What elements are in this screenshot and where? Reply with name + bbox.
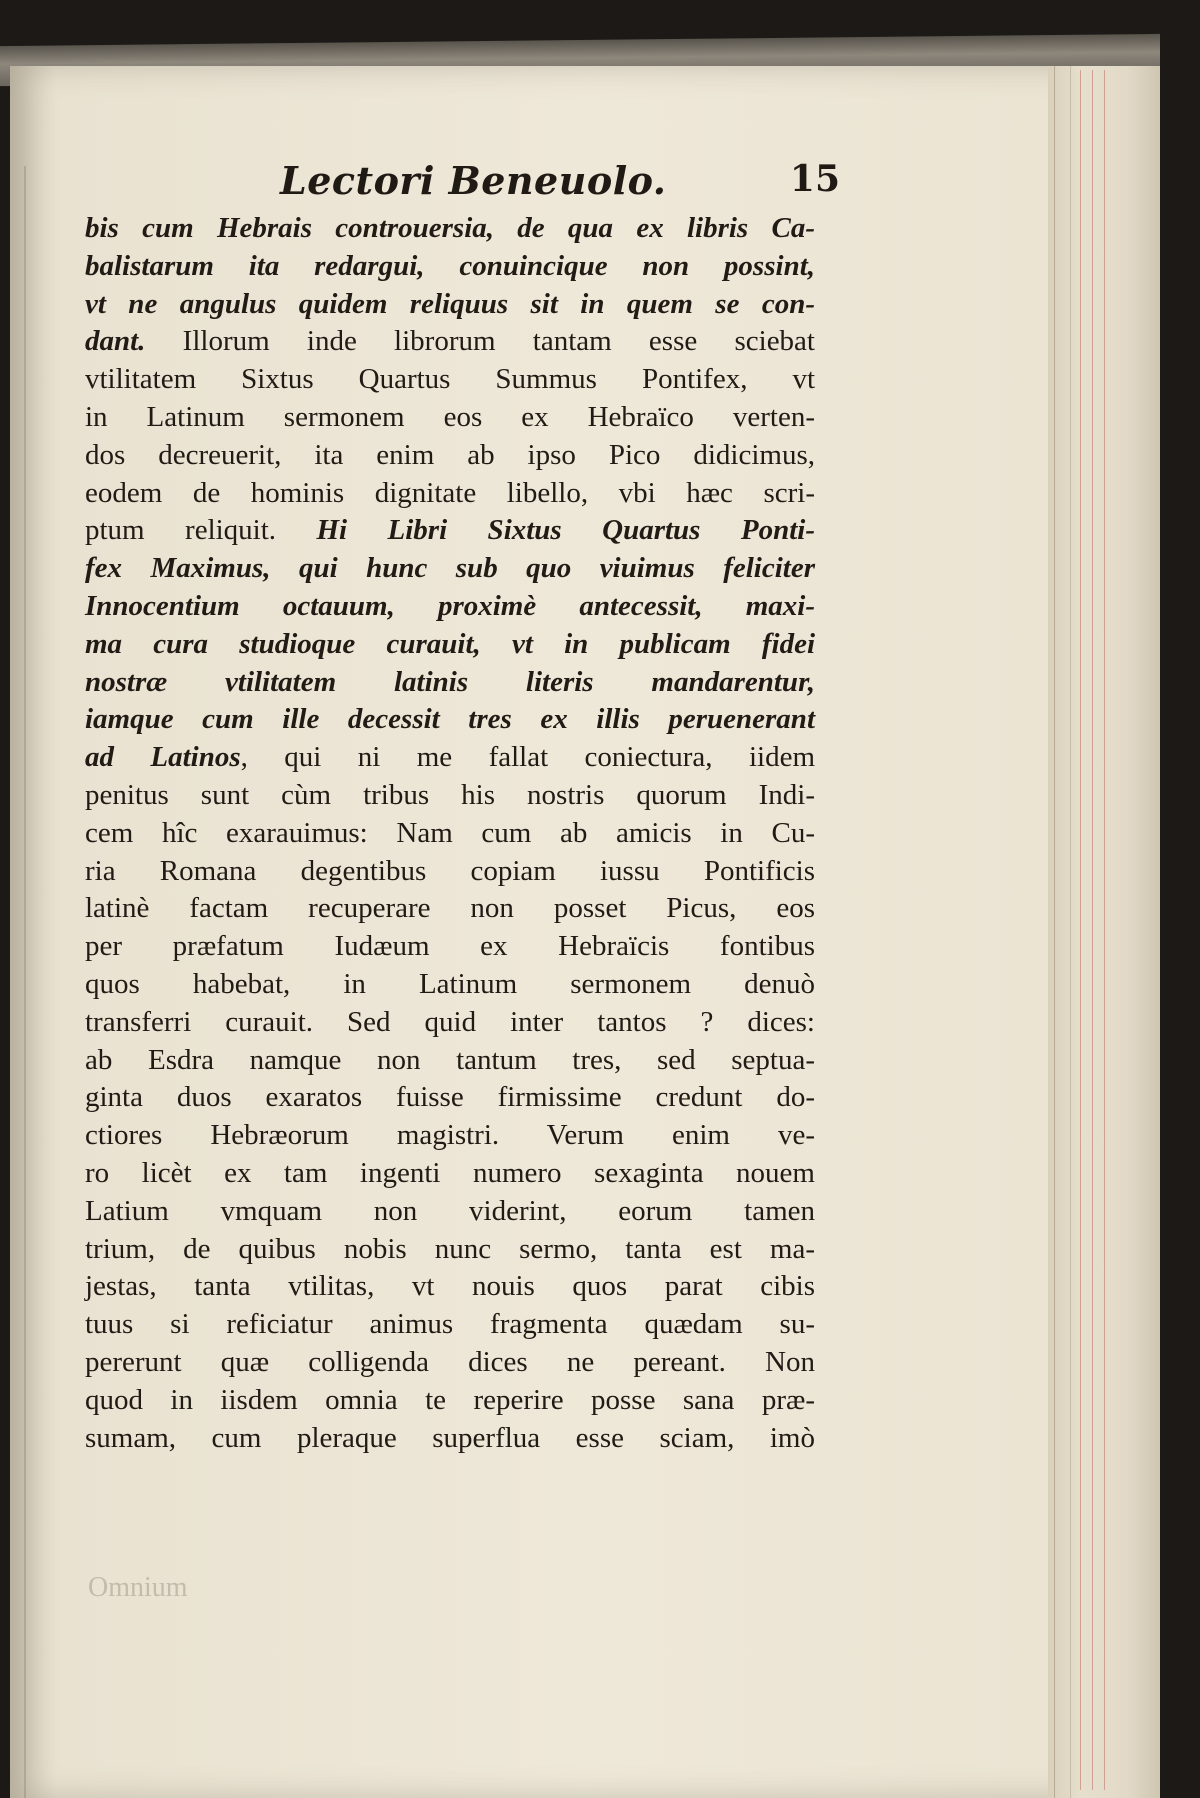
text-line: [85, 437, 815, 475]
text-line: [85, 588, 815, 626]
italic-text: ma cura studioque curauit, vt in publicam fidei: [85, 627, 815, 660]
roman-text: tuus si reficiatur animus fragmenta quædam su-: [85, 1308, 815, 1341]
roman-text: ro licèt ex tam ingenti numero sexaginta nouem: [85, 1156, 815, 1189]
red-edge-rule: [1092, 70, 1093, 1790]
text-line: [85, 701, 815, 739]
text-line: [85, 323, 815, 361]
text-line: [85, 210, 815, 248]
text-line: [85, 1420, 815, 1458]
roman-text: sumam, cum pleraque superflua esse sciam, imò: [85, 1421, 815, 1454]
page-header: [280, 158, 840, 208]
red-edge-rule: [1104, 70, 1105, 1790]
roman-text: ginta duos exaratos fuisse firmissime credunt do-: [85, 1081, 815, 1114]
roman-text: ab Esdra namque non tantum tres, sed septua-: [85, 1043, 815, 1076]
roman-text: latinè factam recuperare non posset Picus, eos: [85, 892, 815, 925]
gutter-shadow: [24, 166, 26, 1798]
roman-text: quos habebat, in Latinum sermonem denuò: [85, 967, 815, 1000]
italic-text: dant.: [85, 325, 146, 358]
roman-text: ctiores Hebræorum magistri. Verum enim ve-: [85, 1119, 815, 1152]
roman-text: in Latinum sermonem eos ex Hebraïco verten-: [85, 400, 815, 433]
text-line: [85, 1231, 815, 1269]
roman-text: Illorum inde librorum tantam esse sciebat: [145, 325, 815, 358]
roman-text: dos decreuerit, ita enim ab ipso Pico didicimus,: [85, 438, 815, 471]
body-text: [85, 210, 815, 1457]
page-number: 15: [789, 158, 840, 200]
text-line: [85, 1306, 815, 1344]
roman-text: pererunt quæ colligenda dices ne pereant. Non: [85, 1345, 815, 1378]
text-line: [85, 1382, 815, 1420]
text-line: [85, 853, 815, 891]
italic-text: balistarum ita redargui, conuincique non possint,: [85, 249, 815, 282]
roman-text: penitus sunt cùm tribus his nostris quorum Indi-: [85, 778, 815, 811]
text-line: [85, 890, 815, 928]
italic-text: nostræ vtilitatem latinis literis mandarentur,: [85, 665, 815, 698]
text-line: [85, 248, 815, 286]
text-line: [85, 777, 815, 815]
italic-text: Hi Libri Sixtus Quartus Ponti-: [316, 514, 816, 547]
text-line: [85, 664, 815, 702]
text-line: [85, 1268, 815, 1306]
italic-text: iamque cum ille decessit tres ex illis peruenerant: [85, 703, 815, 736]
roman-text: cem hîc exarauimus: Nam cum ab amicis in Cu-: [85, 816, 815, 849]
italic-text: Innocentium octauum, proximè antecessit, maxi-: [85, 589, 815, 622]
text-line: [85, 1004, 815, 1042]
text-line: [85, 1117, 815, 1155]
text-line: [85, 1079, 815, 1117]
text-line: [85, 286, 815, 324]
italic-text: vt ne angulus quidem reliquus sit in quem se con-: [85, 287, 815, 320]
text-line: [85, 1344, 815, 1382]
roman-text: , qui ni me fallat coniectura, iidem: [240, 741, 815, 774]
text-line: [85, 966, 815, 1004]
red-edge-rule: [1080, 70, 1081, 1790]
text-line: [85, 361, 815, 399]
roman-text: eodem de hominis dignitate libello, vbi hæc scri-: [85, 476, 815, 509]
text-line: [85, 626, 815, 664]
roman-text: per præfatum Iudæum ex Hebraïcis fontibus: [85, 930, 815, 963]
running-head: Lectori Beneuolo.: [280, 158, 667, 203]
italic-text: bis cum Hebrais controuersia, de qua ex libris Ca-: [85, 212, 815, 244]
roman-text: quod in iisdem omnia te reperire posse sana præ-: [85, 1383, 815, 1416]
italic-text: fex Maximus, qui hunc sub quo viuimus feliciter: [85, 552, 815, 585]
roman-text: ria Romana degentibus copiam iussu Pontificis: [85, 854, 815, 887]
text-line: [85, 1155, 815, 1193]
text-line: [85, 512, 815, 550]
text-line: [85, 399, 815, 437]
roman-text: jestas, tanta vtilitas, vt nouis quos parat cibis: [85, 1270, 815, 1303]
text-line: [85, 550, 815, 588]
text-line: [85, 1193, 815, 1231]
roman-text: trium, de quibus nobis nunc sermo, tanta est ma-: [85, 1232, 815, 1265]
text-line: [85, 928, 815, 966]
text-line: [85, 475, 815, 513]
roman-text: transferri curauit. Sed quid inter tantos ? dices:: [85, 1005, 815, 1038]
italic-text: ad Latinos: [85, 741, 241, 774]
text-line: [85, 815, 815, 853]
roman-text: Latium vmquam non viderint, eorum tamen: [85, 1194, 815, 1227]
text-line: [85, 739, 815, 777]
roman-text: vtilitatem Sixtus Quartus Summus Pontifex, vt: [85, 363, 815, 396]
roman-text: ptum reliquit.: [85, 514, 317, 547]
catchword: Omnium: [88, 1572, 188, 1603]
text-line: [85, 1042, 815, 1080]
